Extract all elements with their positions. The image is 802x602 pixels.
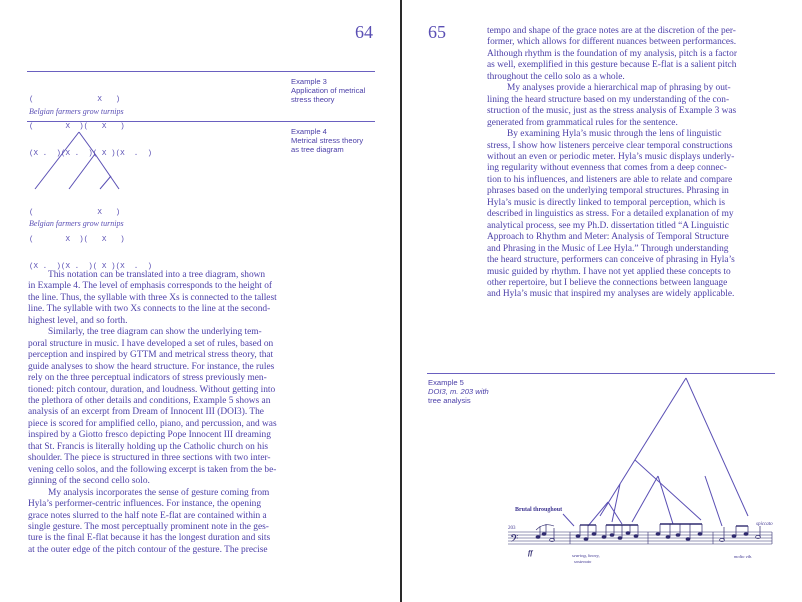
note-head (656, 533, 660, 536)
text-line: without an even or periodic meter. Hyla’s music displays underly- (487, 151, 735, 162)
text-line: line. The syllable with two Xs connects to the line at the second- (28, 304, 271, 315)
text-line: Although rhythm is the foundation of my analysis, pitch is a factor (487, 48, 737, 59)
tree-lines (563, 378, 748, 526)
tree-branch (35, 132, 79, 189)
paragraph (28, 270, 380, 327)
text-line: the line. Thus, the syllable with three Xs is connected to the tallest (28, 292, 277, 303)
left-page-number: 64 (355, 22, 373, 42)
text-line: piece is scored for amplified cello, piano, and percussion, and was (28, 418, 277, 429)
note-head (676, 534, 680, 537)
text-line: lining the heard structure based on my understanding of the con- (487, 94, 730, 105)
text-line: the plethora of other details and conditions, Example 5 shows an (28, 395, 271, 406)
right-page-number: 65 (428, 22, 446, 42)
note-head (626, 532, 630, 535)
tree-branch (79, 132, 95, 154)
note-head (666, 536, 670, 539)
text-line: Similarly, the tree diagram can show the underlying tem- (48, 327, 262, 338)
text-line: and Phrasing in the Music of Lee Hyla.” Through understanding (487, 243, 729, 254)
tree-branch (95, 154, 119, 189)
grid-row: ( X ) (29, 96, 121, 104)
text-line: and Hyla’s music that inspired my analyses are widely applicable. (487, 289, 735, 300)
text-line: ture is the final E-flat because it has the longest duration and sits (28, 533, 271, 544)
example4-label-line: Metrical stress theory (291, 136, 364, 145)
grid-row: ( X ) (29, 209, 121, 217)
tree-branch (69, 154, 95, 189)
text-line: tion to his influences, and listeners are able to relate and compare (487, 174, 733, 185)
note-head (610, 534, 614, 537)
text-line: as well, exemplified in this gesture because E-flat is a salient pitch (487, 60, 737, 71)
example5-label (428, 378, 489, 405)
text-line: single gesture. The most perceptually prominent note in the ges- (28, 521, 269, 532)
tree-branch (588, 502, 608, 526)
text-line: music guided by rhythm. I have not yet applied these concepts to (487, 266, 731, 277)
text-line: the heard structure, performers can conceive of phrasing in Hyla’s (487, 255, 735, 266)
measure-number: 203 (508, 526, 516, 531)
text-line: stress, I show how listeners perceive clear temporal constructions (487, 140, 733, 151)
example5-label-line: Example 5 (428, 378, 464, 387)
text-line: described in linguistics as stress. For a detailed explanation of my (487, 209, 734, 220)
text-line: throughout the cello solo as a whole. (487, 71, 625, 82)
note-head (698, 533, 702, 536)
text-line: inspired by a Giotto fresco depicting Pope Innocent III dreaming (28, 430, 271, 441)
text-line: phrases based on the underlying temporal structures. Phrasing in (487, 186, 729, 197)
text-line: grace notes slurred to the half note E-flat are contained within a (28, 510, 267, 521)
example4-tree-diagram (27, 126, 167, 192)
paragraph (487, 129, 787, 301)
tree-branch (608, 502, 622, 524)
text-line: in Example 4. The level of emphasis corresponds to the height of (28, 281, 273, 292)
note-head (576, 535, 580, 538)
text-line: that St. Francis is literally holding up the Catholic church on his (28, 441, 269, 452)
bass-clef-icon: 𝄢 (510, 532, 519, 547)
text-line: My analyses provide a hierarchical map of phrasing by out- (507, 83, 731, 94)
example5-tree-analysis (508, 374, 780, 574)
spiccato-annotation: spiccato (756, 522, 773, 527)
grid-row: (X . )(X . )( X )(X . ) (29, 263, 153, 271)
text-line: perception and inspired by GTTM and metrical stress theory, that (28, 350, 274, 361)
text-line: highest level, and so forth. (28, 315, 128, 326)
text-line: Approach to Rhythm and Meter: Analysis of Temporal Structure (487, 232, 729, 243)
example5-label-line: DOI3, m. 203 with (428, 387, 489, 396)
example3-label-line: Application of metrical (291, 86, 366, 95)
text-line: struction of the music, just as the stress analysis of Example 3 was (487, 106, 737, 117)
tree-branch (100, 176, 111, 189)
grid-row: ( X )( X ) (29, 236, 125, 244)
text-line: ginning of the second cello solo. (28, 476, 150, 487)
note-head (542, 533, 546, 536)
dynamic-marking: ff (528, 549, 533, 557)
text-line: My analysis incorporates the sense of gesture coming from (48, 487, 270, 498)
text-line: Hyla’s music is directly linked to temporal perception, which is (487, 197, 725, 208)
tree-branch (632, 476, 658, 522)
example3-label-line: stress theory (291, 95, 335, 104)
example5-label-line: tree analysis (428, 396, 471, 405)
example4-caption: Belgian farmers grow turnips (29, 219, 124, 228)
tree-branch (635, 460, 701, 520)
text-line: Hyla’s performer-centric influences. For instance, the opening (28, 499, 262, 510)
example4-label-line: Example 4 (291, 127, 327, 136)
text-line: rely on the three perceptual indicators of stress previously men- (28, 373, 267, 384)
text-line: guide analyses to show the heard structure. For instance, the rules (28, 361, 275, 372)
note-head (634, 535, 638, 538)
note-head (536, 536, 540, 539)
note-head (618, 537, 622, 540)
example3-label (291, 77, 365, 104)
paragraph (28, 488, 380, 557)
text-line: This notation can be translated into a tree diagram, shown (48, 270, 266, 280)
slur (536, 525, 554, 530)
text-line: vening cello solos, and the following excerpt is taken from the be- (28, 464, 277, 475)
molto-vib-annotation: molto vib. (734, 554, 753, 559)
tree-branch (686, 378, 748, 516)
note-head (592, 533, 596, 536)
expression-marking: searing, heavy, (572, 553, 600, 558)
grid-row: (X . )(X . )( X )(X . ) (29, 150, 153, 158)
music-staff (508, 532, 772, 544)
example3-caption: Belgian farmers grow turnips (29, 107, 124, 116)
text-line: former, which allows for different nuances between performances. (487, 37, 737, 48)
expression-marking: sostenuto (574, 559, 592, 564)
grid-row: ( X )( X ) (29, 123, 125, 131)
left-page-body (28, 270, 380, 556)
page-gutter (400, 0, 402, 602)
example3-label-line: Example 3 (291, 77, 327, 86)
note-head (686, 538, 690, 541)
example4-top-rule (27, 121, 375, 122)
text-line: tempo and shape of the grace notes are at the discretion of the per- (487, 26, 736, 36)
text-line: ing regularity without evenness that comes from a deep connec- (487, 163, 727, 174)
example4-label (291, 127, 363, 154)
tree-branch (705, 476, 722, 526)
note-head (584, 538, 588, 541)
note-head (732, 535, 736, 538)
tempo-marking: Brutal throughout (515, 507, 563, 513)
example4-label-line: as tree diagram (291, 145, 344, 154)
text-line: analysis of an excerpt from Dream of Innocent III (DOI3). The (28, 407, 264, 418)
text-line: other repertoire, but I believe the connections between language (487, 277, 728, 288)
example3-top-rule (27, 71, 375, 72)
tree-branch (658, 476, 673, 524)
text-line: generated from grammatical rules for the sentence. (487, 117, 678, 128)
text-line: tioned: pitch contour, duration, and loudness. Without getting into (28, 384, 276, 395)
right-page-body (487, 26, 787, 301)
paragraph (487, 26, 787, 83)
text-line: By examining Hyla’s music through the lens of linguistic (507, 129, 722, 140)
text-line: at the outer edge of the pitch contour of the gesture. The precise (28, 544, 268, 555)
note-head (602, 536, 606, 539)
text-line: analytical process, see my Ph.D. dissertation titled “A Linguistic (487, 220, 729, 231)
paragraph (28, 327, 380, 487)
text-line: poral structure in music. I have developed a set of rules, based on (28, 338, 274, 349)
text-line: shoulder. The piece is structured in three sections with two inter- (28, 453, 271, 464)
tree-branch (563, 514, 574, 526)
note-head (744, 533, 748, 536)
paragraph (487, 83, 787, 129)
